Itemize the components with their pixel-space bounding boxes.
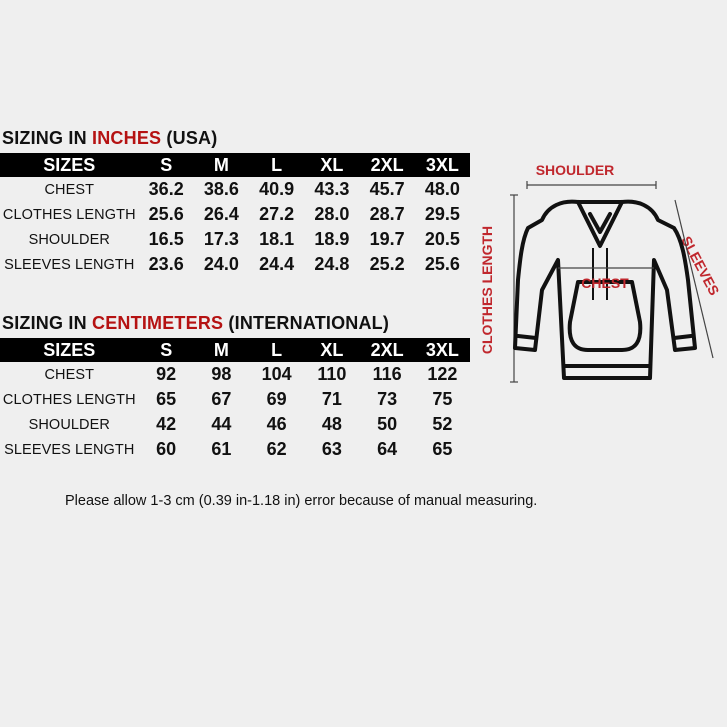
table-cell: 122 <box>427 364 458 384</box>
table-cell: 60 <box>156 439 177 459</box>
table-cell: 104 <box>261 364 292 384</box>
table-cell: 23.6 <box>148 254 184 274</box>
table-row <box>0 412 470 437</box>
table-cell: 27.2 <box>259 204 295 224</box>
table-cell: 110 <box>317 364 347 384</box>
table-header-row <box>0 338 470 362</box>
table-cell: 20.5 <box>424 229 460 249</box>
table-cell: 24.4 <box>259 254 295 274</box>
header-size: M <box>194 153 249 177</box>
table-cell: 65 <box>156 389 177 409</box>
header-size: 3XL <box>415 153 470 177</box>
table-cell: 25.6 <box>148 204 184 224</box>
table-cell: 63 <box>321 439 342 459</box>
header-size: S <box>139 153 194 177</box>
header-sizes: SIZES <box>0 338 139 362</box>
table-row <box>0 252 470 277</box>
table-cell: 52 <box>432 414 453 434</box>
header-size: XL <box>304 338 359 362</box>
inches-title <box>2 128 217 149</box>
centimeters-size-table <box>0 338 470 462</box>
table-cell: 36.2 <box>148 179 184 199</box>
header-size: 2XL <box>360 153 415 177</box>
row-label: SLEEVES LENGTH <box>4 441 135 458</box>
table-cell: 25.2 <box>369 254 405 274</box>
header-size: S <box>139 338 194 362</box>
table-cell: 69 <box>266 389 287 409</box>
hoodie-diagram <box>470 150 727 390</box>
table-row <box>0 227 470 252</box>
header-size: XL <box>304 153 359 177</box>
table-cell: 75 <box>432 389 453 409</box>
table-cell: 28.7 <box>369 204 405 224</box>
table-cell: 48 <box>321 414 342 434</box>
table-cell: 64 <box>377 439 398 459</box>
table-cell: 73 <box>377 389 398 409</box>
table-cell: 62 <box>266 439 287 459</box>
inches-title-suffix: (USA) <box>161 128 218 148</box>
sleeves-label: SLEEVES <box>678 233 723 298</box>
table-cell: 19.7 <box>369 229 405 249</box>
header-size: L <box>249 338 304 362</box>
table-cell: 38.6 <box>203 179 239 199</box>
row-label: SHOULDER <box>28 416 110 433</box>
table-cell: 18.1 <box>259 229 295 249</box>
inches-title-prefix: SIZING IN <box>2 128 93 148</box>
row-label: SLEEVES LENGTH <box>4 256 135 273</box>
table-cell: 46 <box>266 414 287 434</box>
table-cell: 44 <box>211 414 232 434</box>
table-header-row <box>0 153 470 177</box>
table-row <box>0 177 470 202</box>
table-cell: 42 <box>156 414 177 434</box>
row-label: SHOULDER <box>28 231 110 248</box>
table-cell: 116 <box>372 364 402 384</box>
table-row <box>0 437 470 462</box>
table-cell: 43.3 <box>314 179 350 199</box>
table-cell: 28.0 <box>314 204 350 224</box>
clothes-length-label: CLOTHES LENGTH <box>479 225 495 355</box>
table-row <box>0 362 470 387</box>
table-cell: 61 <box>211 439 232 459</box>
table-row <box>0 387 470 412</box>
table-cell: 24.8 <box>314 254 350 274</box>
inches-size-table <box>0 153 470 277</box>
centimeters-title-suffix: (INTERNATIONAL) <box>223 313 390 333</box>
row-label: CLOTHES LENGTH <box>2 391 136 408</box>
row-label: CLOTHES LENGTH <box>2 206 136 223</box>
shoulder-label: SHOULDER <box>535 162 615 178</box>
table-cell: 40.9 <box>259 179 295 199</box>
measurement-disclaimer: Please allow 1-3 cm (0.39 in-1.18 in) error because of manual measuring. <box>65 493 538 509</box>
table-cell: 98 <box>211 364 232 384</box>
table-cell: 25.6 <box>424 254 460 274</box>
table-cell: 92 <box>156 364 177 384</box>
inches-title-highlight: INCHES <box>92 128 162 148</box>
header-size: L <box>249 153 304 177</box>
header-size: M <box>194 338 249 362</box>
table-cell: 16.5 <box>148 229 184 249</box>
header-size: 3XL <box>415 338 470 362</box>
table-cell: 29.5 <box>424 204 460 224</box>
table-cell: 26.4 <box>203 204 239 224</box>
table-cell: 18.9 <box>314 229 350 249</box>
table-cell: 17.3 <box>203 229 239 249</box>
table-row <box>0 202 470 227</box>
table-cell: 50 <box>377 414 398 434</box>
chest-label: CHEST <box>581 275 629 291</box>
row-label: CHEST <box>44 366 95 383</box>
centimeters-title-prefix: SIZING IN <box>2 313 93 333</box>
table-cell: 67 <box>211 389 232 409</box>
table-cell: 65 <box>432 439 453 459</box>
header-size: 2XL <box>360 338 415 362</box>
row-label: CHEST <box>44 181 95 198</box>
table-cell: 48.0 <box>424 179 460 199</box>
centimeters-title <box>2 313 389 334</box>
table-cell: 71 <box>321 389 342 409</box>
centimeters-title-highlight: CENTIMETERS <box>92 313 224 333</box>
table-cell: 24.0 <box>203 254 239 274</box>
table-cell: 45.7 <box>369 179 405 199</box>
header-sizes: SIZES <box>0 153 139 177</box>
